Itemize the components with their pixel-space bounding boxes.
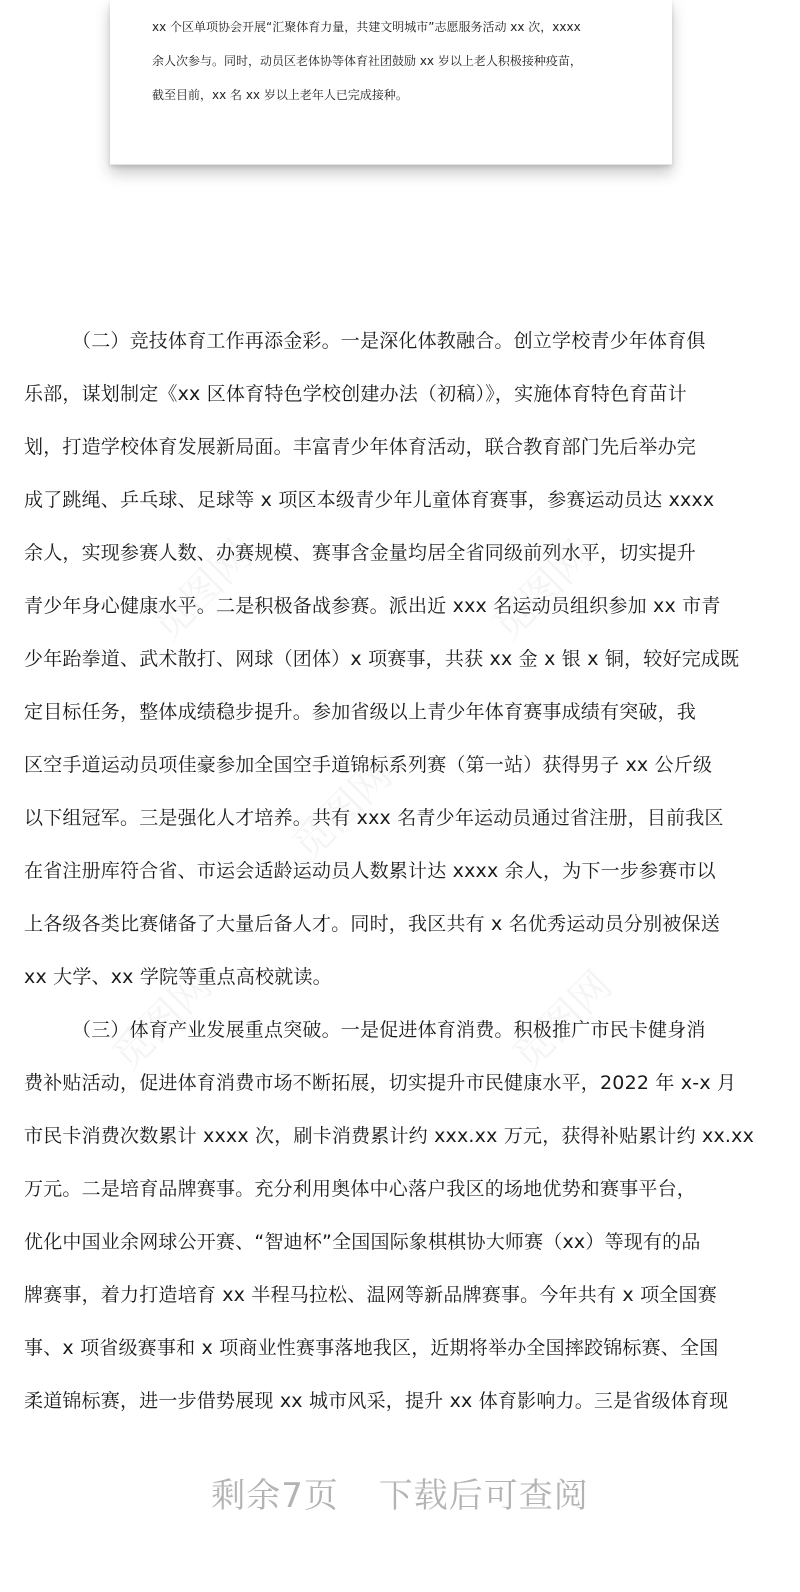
body-line: 市民卡消费次数累计 xxxx 次，刷卡消费累计约 xxx.xx 万元，获得补贴累计约 xx.xx — [24, 1125, 755, 1147]
body-line: 少年跆拳道、武术散打、网球（团体）x 项赛事，共获 xx 金 x 银 x 铜，较好完成既 — [24, 648, 740, 670]
document-body — [24, 315, 776, 1428]
download-prompt[interactable] — [0, 1468, 800, 1517]
preview-card-line: 余人次参与。同时，动员区老体协等体育社团鼓励 xx 岁以上老人积极接种疫苗， — [152, 54, 582, 68]
download-hint-label: 下载后可查阅 — [378, 1476, 589, 1516]
remaining-pages-label: 剩余7页 — [211, 1476, 339, 1516]
preview-card-line: xx 个区单项协会开展“汇聚体育力量，共建文明城市”志愿服务活动 xx 次，xxxx — [152, 20, 581, 34]
body-line: xx 大学、xx 学院等重点高校就读。 — [24, 966, 332, 988]
body-line: 优化中国业余网球公开赛、“智迪杯”全国国际象棋棋协大师赛（xx）等现有的品 — [24, 1231, 701, 1253]
body-line: 乐部，谋划制定《xx 区体育特色学校创建办法（初稿）》，实施体育特色育苗计 — [24, 383, 687, 405]
body-line: 事、x 项省级赛事和 x 项商业性赛事落地我区，近期将举办全国摔跤锦标赛、全国 — [24, 1337, 719, 1359]
preview-card-line: 截至目前，xx 名 xx 岁以上老年人已完成接种。 — [152, 88, 408, 102]
body-line: 上各级各类比赛储备了大量后备人才。同时，我区共有 x 名优秀运动员分别被保送 — [24, 913, 720, 935]
body-line: 以下组冠军。三是强化人才培养。共有 xxx 名青少年运动员通过省注册，目前我区 — [24, 807, 724, 829]
body-line: 青少年身心健康水平。二是积极备战参赛。派出近 xxx 名运动员组织参加 xx 市青 — [24, 595, 721, 617]
body-line: 成了跳绳、乒乓球、足球等 x 项区本级青少年儿童体育赛事，参赛运动员达 xxxx — [24, 489, 715, 511]
preview-page-card — [110, 0, 672, 165]
body-line: 区空手道运动员项佳豪参加全国空手道锦标系列赛（第一站）获得男子 xx 公斤级 — [24, 754, 713, 776]
preview-card-text — [152, 10, 648, 112]
body-line: 余人，实现参赛人数、办赛规模、赛事含金量均居全省同级前列水平，切实提升 — [24, 542, 697, 564]
body-line: 在省注册库符合省、市运会适龄运动员人数累计达 xxxx 余人，为下一步参赛市以 — [24, 860, 716, 882]
body-line: 万元。二是培育品牌赛事。充分利用奥体中心落户我区的场地优势和赛事平台， — [24, 1178, 697, 1200]
body-line: 费补贴活动，促进体育消费市场不断拓展，切实提升市民健康水平，2022 年 x-x 月 — [24, 1072, 737, 1094]
body-line: 柔道锦标赛，进一步借势展现 xx 城市风采，提升 xx 体育影响力。三是省级体育现 — [24, 1390, 729, 1412]
body-line: （三）体育产业发展重点突破。一是促进体育消费。积极推广市民卡健身消 — [72, 1019, 706, 1041]
body-line: （二）竞技体育工作再添金彩。一是深化体教融合。创立学校青少年体育俱 — [72, 330, 706, 352]
body-line: 划，打造学校体育发展新局面。丰富青少年体育活动，联合教育部门先后举办完 — [24, 436, 697, 458]
body-line: 定目标任务，整体成绩稳步提升。参加省级以上青少年体育赛事成绩有突破，我 — [24, 701, 697, 723]
body-line: 牌赛事，着力打造培育 xx 半程马拉松、温网等新品牌赛事。今年共有 x 项全国赛 — [24, 1284, 717, 1306]
